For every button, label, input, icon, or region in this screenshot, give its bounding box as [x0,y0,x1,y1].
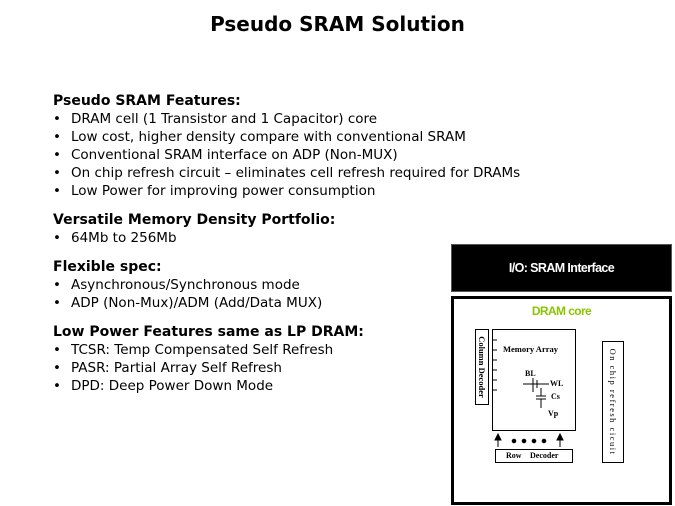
row-label: Row [506,451,522,460]
refresh-circuit-label: On chip refresh cicuit [608,348,618,456]
column-decoder-label: Column Decoder [477,336,487,398]
decoder-label: Decoder [530,451,559,460]
list-item: • TCSR: Temp Compensated Self Refresh [53,341,593,359]
list-item: • DPD: Deep Power Down Mode [53,377,593,395]
capacitor-label: Cs [551,392,560,401]
page-title: Pseudo SRAM Solution [210,12,465,36]
wordline-label: WL [550,379,564,388]
section-heading: Low Power Features same as LP DRAM: [53,324,364,340]
dram-core-label: DRAM core [531,304,592,318]
list-item: • 64Mb to 256Mb [53,229,593,247]
list-item: • Conventional SRAM interface on ADP (Non-MUX) [53,146,593,164]
list-item: • On chip refresh circuit – eliminates cell refresh required for DRAMs [53,164,593,182]
list-item: • DRAM cell (1 Transistor and 1 Capacitor) core [53,110,593,128]
decoder-arrows [454,299,669,502]
list-item: • Low Power for improving power consumption [53,182,593,200]
list-item: • Low cost, higher density compare with conventional SRAM [53,128,593,146]
plate-voltage-label: Vp [548,409,559,418]
refresh-circuit-block [602,341,624,463]
section-pseudo-sram-features [53,92,593,200]
pseudo-sram-diagram [451,244,672,505]
memory-array-label: Memory Array [503,344,558,354]
section-memory-density [53,211,593,247]
row-decoder-block [495,449,573,463]
io-sram-interface-bar: I/O: SRAM Interface [451,244,672,292]
section-heading: Pseudo SRAM Features: [53,93,241,109]
list-item: • PASR: Partial Array Self Refresh [53,359,593,377]
dram-core-box [451,296,672,505]
section-heading: Versatile Memory Density Portfolio: [53,212,336,228]
bitline-label: BL [525,369,536,378]
list-item: • Asynchronous/Synchronous mode [53,276,593,294]
list-item: • ADP (Non-Mux)/ADM (Add/Data MUX) [53,294,593,312]
section-heading: Flexible spec: [53,259,162,275]
